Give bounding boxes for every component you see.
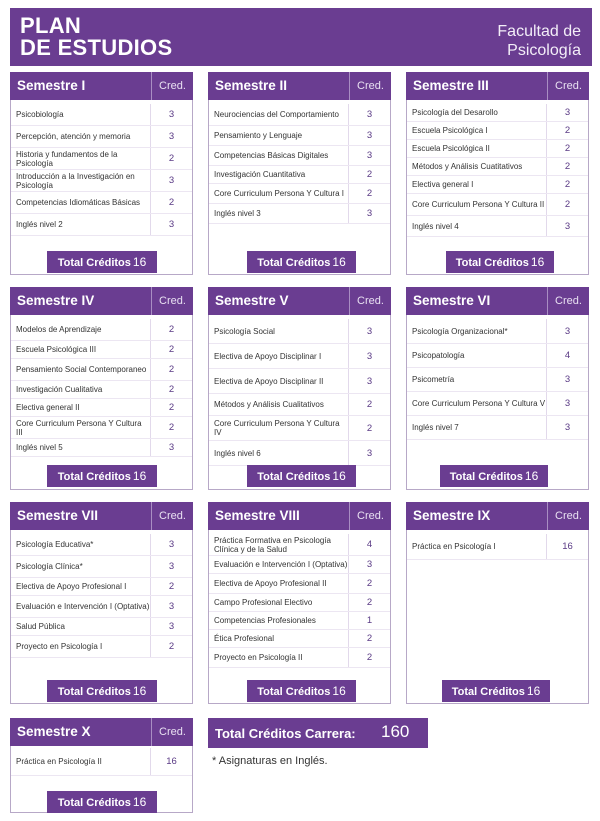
course-row xyxy=(209,319,390,344)
course-list xyxy=(11,319,192,457)
course-name: Inglés nivel 6 xyxy=(214,448,261,458)
course-name: Práctica en Psicología I xyxy=(412,542,496,551)
course-credits: 3 xyxy=(348,204,390,223)
course-name: Escuela Psicológica III xyxy=(16,345,97,354)
course-row xyxy=(11,341,192,359)
course-name: Proyecto en Psicología I xyxy=(16,642,103,651)
course-row xyxy=(11,192,192,214)
cred-column-header: Cred. xyxy=(349,72,391,100)
course-name: Psicopatología xyxy=(412,351,465,360)
course-list xyxy=(407,104,588,237)
semester-total-2 xyxy=(247,251,356,273)
course-list xyxy=(407,319,588,440)
career-total-banner xyxy=(208,718,428,748)
semester-total-label: Total Créditos xyxy=(257,686,331,698)
semester-total-6 xyxy=(440,465,548,487)
career-total-value: 160 xyxy=(381,722,410,741)
course-row xyxy=(209,612,390,630)
course-name: Psicología Clínica* xyxy=(16,562,83,571)
course-row xyxy=(407,122,588,140)
course-name: Electiva de Apoyo Disciplinar I xyxy=(214,351,322,361)
course-row xyxy=(11,636,192,658)
semester-header xyxy=(208,502,391,530)
career-total-label: Total Créditos Carrera: xyxy=(215,726,356,741)
course-name: Campo Profesional Electivo xyxy=(214,598,313,607)
course-name: Competencias Profesionales xyxy=(214,616,316,625)
course-name: Investigación Cualitativa xyxy=(16,385,103,394)
course-credits: 2 xyxy=(150,148,192,169)
course-row xyxy=(11,417,192,439)
course-credits: 3 xyxy=(150,596,192,617)
semester-title: Semestre VII xyxy=(17,508,99,523)
course-row xyxy=(209,394,390,416)
semester-header xyxy=(406,287,589,315)
semester-total-value: 16 xyxy=(526,684,541,698)
course-row xyxy=(407,416,588,440)
course-row xyxy=(407,194,588,216)
semester-total-value: 16 xyxy=(530,255,545,269)
course-list xyxy=(209,534,390,668)
semester-total-label: Total Créditos xyxy=(451,686,525,698)
semester-total-label: Total Créditos xyxy=(57,471,131,483)
semester-header xyxy=(406,72,589,100)
course-credits: 1 xyxy=(348,612,390,629)
course-credits: 2 xyxy=(150,381,192,398)
course-name: Práctica en Psicología II xyxy=(16,757,102,766)
course-name: Pensamiento Social Contemporaneo xyxy=(16,365,147,374)
course-credits: 2 xyxy=(546,122,588,139)
course-name: Psicología del Desarollo xyxy=(412,108,498,117)
course-credits: 2 xyxy=(348,630,390,647)
course-name: Práctica Formativa en Psicología Clínica y de la Salud xyxy=(214,535,331,554)
course-row xyxy=(209,166,390,184)
cred-column-header: Cred. xyxy=(547,287,589,315)
course-name: Historia y fundamentos de la Psicología xyxy=(16,149,118,168)
course-credits: 3 xyxy=(348,369,390,393)
course-credits: 2 xyxy=(348,394,390,415)
course-credits: 3 xyxy=(150,618,192,635)
course-credits: 2 xyxy=(150,399,192,416)
course-name: Introducción a la Investigación en Psicología xyxy=(16,171,135,190)
title-line-2: DE ESTUDIOS xyxy=(20,35,173,60)
course-credits: 3 xyxy=(150,104,192,125)
course-name: Modelos de Aprendizaje xyxy=(16,325,102,334)
semester-title: Semestre X xyxy=(17,724,91,739)
page-title xyxy=(20,15,172,59)
course-name: Escuela Psicológica II xyxy=(412,144,490,153)
course-name: Electiva general I xyxy=(412,180,474,189)
course-name: Competencias Idiomáticas Básicas xyxy=(16,198,141,207)
semester-title: Semestre V xyxy=(215,293,289,308)
course-row xyxy=(209,534,390,556)
cred-column-header: Cred. xyxy=(547,502,589,530)
faculty-name xyxy=(497,22,581,60)
semester-total-label: Total Créditos xyxy=(57,686,131,698)
course-list xyxy=(11,104,192,236)
course-row xyxy=(209,184,390,204)
course-credits: 2 xyxy=(546,194,588,215)
faculty-line-2: Psicología xyxy=(507,42,581,59)
footnote: * Asignaturas en Inglés. xyxy=(212,755,328,767)
course-row xyxy=(407,392,588,416)
course-credits: 16 xyxy=(150,748,192,775)
semester-total-value: 16 xyxy=(132,795,147,809)
course-name: Percepción, atención y memoria xyxy=(16,132,131,141)
course-name: Core Curriculum Persona Y Cultura II xyxy=(412,200,545,209)
course-name: Core Curriculum Persona Y Cultura V xyxy=(412,399,546,408)
course-list xyxy=(209,319,390,466)
course-name: Investigación Cuantitativa xyxy=(214,170,306,179)
course-row xyxy=(11,596,192,618)
course-name: Psicometría xyxy=(412,375,455,384)
semester-total-10 xyxy=(47,791,157,813)
course-row xyxy=(209,369,390,394)
course-row xyxy=(11,381,192,399)
header-banner xyxy=(10,8,592,66)
course-credits: 3 xyxy=(150,439,192,456)
course-name: Neurociencias del Comportamiento xyxy=(214,110,339,119)
course-row xyxy=(11,359,192,381)
course-row xyxy=(11,104,192,126)
semester-total-value: 16 xyxy=(524,469,539,483)
course-credits: 3 xyxy=(348,104,390,125)
course-list xyxy=(209,104,390,224)
course-credits: 2 xyxy=(150,192,192,213)
course-credits: 3 xyxy=(348,441,390,465)
course-row xyxy=(209,104,390,126)
cred-column-header: Cred. xyxy=(547,72,589,100)
course-row xyxy=(11,439,192,457)
semester-box xyxy=(406,502,589,704)
faculty-line-1: Facultad de xyxy=(497,23,581,40)
course-row xyxy=(407,368,588,392)
course-row xyxy=(11,556,192,578)
course-name: Inglés nivel 3 xyxy=(214,209,261,218)
course-credits: 2 xyxy=(348,184,390,203)
course-name: Psicología Social xyxy=(214,326,275,336)
semester-total-value: 16 xyxy=(332,684,346,698)
course-row xyxy=(407,158,588,176)
semester-header xyxy=(10,287,193,315)
semester-title: Semestre III xyxy=(413,78,489,93)
semester-total-7 xyxy=(47,680,157,702)
semester-total-label: Total Créditos xyxy=(57,257,131,269)
course-credits: 3 xyxy=(546,104,588,121)
cred-column-header: Cred. xyxy=(151,72,193,100)
course-row xyxy=(11,534,192,556)
course-name: Proyecto en Psicología II xyxy=(214,653,303,662)
semester-total-1 xyxy=(47,251,157,273)
course-credits: 3 xyxy=(348,146,390,165)
course-name: Inglés nivel 5 xyxy=(16,443,63,452)
course-row xyxy=(209,648,390,668)
course-credits: 3 xyxy=(150,214,192,235)
course-name: Inglés nivel 2 xyxy=(16,220,63,229)
semester-header xyxy=(10,502,193,530)
course-row xyxy=(209,416,390,441)
course-name: Competencias Básicas Digitales xyxy=(214,151,329,160)
semester-total-value: 16 xyxy=(132,684,147,698)
course-row xyxy=(209,344,390,369)
course-credits: 3 xyxy=(546,216,588,236)
semester-header xyxy=(10,718,193,746)
cred-column-header: Cred. xyxy=(349,287,391,315)
course-name: Psicología Educativa* xyxy=(16,540,94,549)
course-row xyxy=(209,594,390,612)
course-row xyxy=(209,556,390,574)
course-row xyxy=(11,748,192,776)
course-name: Inglés nivel 4 xyxy=(412,221,459,231)
semester-header xyxy=(10,72,193,100)
course-credits: 2 xyxy=(150,578,192,595)
semester-total-label: Total Créditos xyxy=(455,257,529,269)
course-list xyxy=(11,534,192,658)
course-credits: 3 xyxy=(348,319,390,343)
course-credits: 4 xyxy=(348,534,390,555)
course-list xyxy=(11,748,192,776)
course-name: Métodos y Análisis Cuatitativos xyxy=(412,162,523,171)
course-credits: 2 xyxy=(348,166,390,183)
course-name: Psicobiología xyxy=(16,110,64,119)
semester-title: Semestre II xyxy=(215,78,288,93)
course-row xyxy=(11,618,192,636)
semester-header xyxy=(208,287,391,315)
course-credits: 3 xyxy=(546,368,588,391)
course-credits: 2 xyxy=(150,341,192,358)
course-row xyxy=(209,146,390,166)
cred-column-header: Cred. xyxy=(151,287,193,315)
course-credits: 3 xyxy=(150,556,192,577)
course-credits: 3 xyxy=(348,556,390,573)
semester-title: Semestre IX xyxy=(413,508,491,523)
course-credits: 2 xyxy=(348,648,390,667)
course-row xyxy=(407,344,588,368)
course-name: Ética Profesional xyxy=(214,634,275,643)
course-row xyxy=(11,126,192,148)
course-name: Electiva de Apoyo Profesional I xyxy=(16,582,127,591)
course-name: Pensamiento y Lenguaje xyxy=(214,131,303,140)
course-credits: 3 xyxy=(546,319,588,343)
course-row xyxy=(407,140,588,158)
semester-title: Semestre I xyxy=(17,78,86,93)
course-name: Core Curriculum Persona Y Cultura IV xyxy=(214,419,340,437)
course-name: Escuela Psicológica I xyxy=(412,126,488,135)
semester-title: Semestre IV xyxy=(17,293,95,308)
semester-total-value: 16 xyxy=(332,255,346,269)
semester-total-8 xyxy=(247,680,356,702)
course-row xyxy=(407,176,588,194)
cred-column-header: Cred. xyxy=(349,502,391,530)
course-credits: 2 xyxy=(150,417,192,438)
course-name: Core Curriculum Persona Y Cultura I xyxy=(214,189,344,198)
course-row xyxy=(407,104,588,122)
semester-header xyxy=(208,72,391,100)
semester-title: Semestre VIII xyxy=(215,508,300,523)
course-credits: 3 xyxy=(150,170,192,191)
course-credits: 3 xyxy=(546,392,588,415)
course-name: Salud Pública xyxy=(16,622,65,631)
semester-total-9 xyxy=(442,680,550,702)
semester-total-label: Total Créditos xyxy=(449,471,523,483)
semester-title: Semestre VI xyxy=(413,293,491,308)
course-row xyxy=(407,534,588,560)
course-name: Inglés nivel 7 xyxy=(412,423,459,432)
course-credits: 3 xyxy=(150,534,192,555)
course-credits: 2 xyxy=(348,574,390,593)
course-name: Electiva general II xyxy=(16,403,80,412)
course-row xyxy=(407,216,588,237)
course-credits: 2 xyxy=(348,594,390,611)
course-row xyxy=(209,126,390,146)
course-credits: 3 xyxy=(348,126,390,145)
course-name: Evaluación e Intervención I (Optativa) xyxy=(16,602,150,611)
course-list xyxy=(407,534,588,560)
course-row xyxy=(209,204,390,224)
semester-total-5 xyxy=(247,465,356,487)
course-row xyxy=(209,630,390,648)
semester-total-value: 16 xyxy=(332,469,346,483)
course-row xyxy=(11,214,192,236)
semester-total-label: Total Créditos xyxy=(257,471,331,483)
semester-total-value: 16 xyxy=(132,255,147,269)
semester-total-3 xyxy=(446,251,554,273)
course-credits: 4 xyxy=(546,344,588,367)
semester-total-label: Total Créditos xyxy=(57,797,131,809)
course-name: Psicología Organizacional* xyxy=(412,326,508,336)
title-line-1: PLAN xyxy=(20,13,82,38)
course-row xyxy=(11,399,192,417)
course-credits: 2 xyxy=(150,636,192,657)
course-credits: 3 xyxy=(348,344,390,368)
course-credits: 2 xyxy=(546,176,588,193)
course-credits: 3 xyxy=(546,416,588,439)
semester-total-value: 16 xyxy=(132,469,147,483)
course-credits: 2 xyxy=(348,416,390,440)
cred-column-header: Cred. xyxy=(151,718,193,746)
course-row xyxy=(209,574,390,594)
course-row xyxy=(11,170,192,192)
course-credits: 16 xyxy=(546,534,588,559)
semester-total-label: Total Créditos xyxy=(257,257,331,269)
semester-total-4 xyxy=(47,465,157,487)
course-credits: 2 xyxy=(546,140,588,157)
cred-column-header: Cred. xyxy=(151,502,193,530)
course-row xyxy=(11,148,192,170)
course-row xyxy=(11,578,192,596)
course-credits: 3 xyxy=(150,126,192,147)
course-name: Core Curriculum Persona Y Cultura III xyxy=(16,418,142,437)
course-row xyxy=(11,319,192,341)
course-name: Electiva de Apoyo Profesional II xyxy=(214,579,327,588)
course-credits: 2 xyxy=(150,359,192,380)
course-name: Evaluación e Intervención I (Optativa) xyxy=(214,560,348,569)
course-name: Electiva de Apoyo Disciplinar II xyxy=(214,376,324,386)
course-row xyxy=(407,319,588,344)
course-name: Métodos y Análisis Cualitativos xyxy=(214,400,324,409)
course-credits: 2 xyxy=(150,319,192,340)
semester-header xyxy=(406,502,589,530)
course-credits: 2 xyxy=(546,158,588,175)
course-row xyxy=(209,441,390,466)
